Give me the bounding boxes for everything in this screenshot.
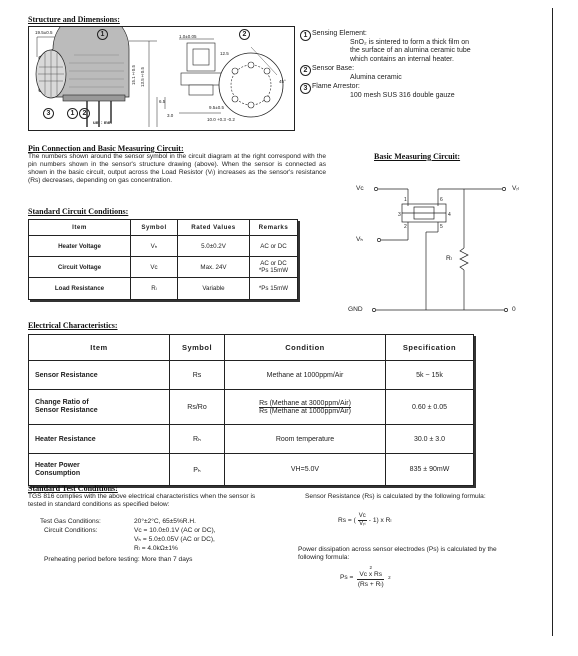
table-cell: Methane at 1000ppm/Air <box>225 361 386 390</box>
dim-label: 45° <box>279 79 286 84</box>
legend-item <box>300 30 540 64</box>
test-preheat: Preheating period before testing: More than 7 days <box>44 556 193 563</box>
table-cell: Pₕ <box>170 454 225 486</box>
ps-formula-intro: Power dissipation across sensor electrodes (Ps) is calculated by the following formula: <box>298 546 497 561</box>
table-cell: Heater Power Consumption <box>29 454 170 486</box>
structure-heading: Structure and Dimensions: <box>28 15 120 24</box>
ps-den: (Rs + Rₗ) <box>357 581 384 588</box>
callout-3: 3 <box>43 108 54 119</box>
table-cell: AC or DC *Ps 15mW <box>250 257 298 278</box>
legend-num: 3 <box>300 83 311 94</box>
rs-formula-intro: Sensor Resistance (Rs) is calculated by the following formula: <box>305 493 486 500</box>
pin-heading: Pin Connection and Basic Measuring Circuit: <box>28 144 184 153</box>
callout-2: 2 <box>239 29 250 40</box>
table-cell: Rs/Ro <box>170 390 225 425</box>
electrical-table <box>28 334 474 486</box>
test-intro: TGS 816 complies with the above electrical characteristics when the sensor is tested in standard conditions as specified below: <box>28 493 256 508</box>
column-header: Symbol <box>131 220 178 236</box>
pin-num: 5 <box>440 224 443 230</box>
ps-lhs: Ps = <box>340 573 354 581</box>
legend-num: 2 <box>300 65 311 76</box>
table-cell: 0.60 ± 0.05 <box>386 390 474 425</box>
column-header: Symbol <box>170 335 225 361</box>
standard-circuit-heading: Standard Circuit Conditions: <box>28 207 129 216</box>
table-cell: VH=5.0V <box>225 454 386 486</box>
pin-num: 6 <box>440 197 443 203</box>
dim-label: 13.5±0.5 <box>140 67 145 88</box>
dim-label: 10.0 +0.3 -0.2 <box>207 117 235 122</box>
test-circuit-value: Vc = 10.0±0.1V (AC or DC), <box>134 527 216 534</box>
legend-item <box>300 83 540 100</box>
legend-line: SnO₂ is sintered to form a thick film on <box>350 38 470 46</box>
table-row <box>29 236 298 257</box>
table-cell: 30.0 ± 3.0 <box>386 425 474 454</box>
legend-line: which contains an internal heater. <box>350 55 454 63</box>
table-row <box>29 278 298 300</box>
structure-diagram <box>28 26 295 131</box>
column-header: Rated Values <box>178 220 250 236</box>
test-gas-label: Test Gas Conditions: <box>40 518 101 525</box>
table-row <box>29 425 474 454</box>
test-circuit-value: Vₕ = 5.0±0.05V (AC or DC), <box>134 536 215 543</box>
vrl-label: Vᵣₗ <box>512 185 520 192</box>
column-header: Remarks <box>250 220 298 236</box>
legend-line: the surface of an alumina ceramic tube <box>350 47 471 54</box>
table-cell: *Ps 15mW <box>250 278 298 300</box>
standard-circuit-table <box>28 219 298 300</box>
callout-2b: 2 <box>79 108 90 119</box>
ps-sup: 2 <box>369 565 372 570</box>
legend-item <box>300 65 540 82</box>
ps-den-sup: 2 <box>388 575 391 580</box>
ps-fraction <box>357 566 384 589</box>
dim-label: 12.5 <box>220 51 229 56</box>
legend-line: Alumina ceramic <box>350 73 402 81</box>
column-header: Specification <box>386 335 474 361</box>
column-header: Item <box>29 220 131 236</box>
pin-num: 2 <box>404 224 407 230</box>
dim-label: 6.5 <box>159 99 166 104</box>
structure-legend <box>300 30 540 100</box>
column-header: Condition <box>225 335 386 361</box>
pin-paragraph: The numbers shown around the sensor symbol in the circuit diagram at the right correspond with the pin numbers shown in the sensor's structure drawing (above). When the sensor is connected as shown in the basic circuit, output across the Load Resistor (Vₗ) increases as the sensor's resistance (Rs) decreases, depending on gas concentration. <box>28 153 326 184</box>
legend-line: 100 mesh SUS 316 double gauze <box>350 91 455 99</box>
table-cell: 835 ± 90mW <box>386 454 474 486</box>
table-header-row <box>29 220 298 236</box>
dim-label: 3.0 <box>167 113 174 118</box>
table-cell: Rs <box>170 361 225 390</box>
table-cell: Rₕ <box>170 425 225 454</box>
table-cell: Variable <box>178 278 250 300</box>
rs-num: Vc <box>358 513 366 519</box>
pin-num: 1 <box>404 197 407 203</box>
legend-num: 1 <box>300 30 311 41</box>
table-cell: 5.0±0.2V <box>178 236 250 257</box>
rs-formula <box>338 513 392 528</box>
vh-label: Vₕ <box>356 236 364 243</box>
table-cell: Sensor Resistance <box>29 361 170 390</box>
table-header-row <box>29 335 474 361</box>
table-cell: Circuit Voltage <box>29 257 131 278</box>
table-row <box>29 390 474 425</box>
standard-test-heading: Standard Test Conditions: <box>28 484 118 493</box>
rl-label: Rₗ <box>446 255 452 262</box>
table-cell: Vc <box>131 257 178 278</box>
table-cell: AC or DC <box>250 236 298 257</box>
table-cell: Load Resistance <box>29 278 131 300</box>
electrical-heading: Electrical Characteristics: <box>28 321 118 330</box>
basic-circuit-heading: Basic Measuring Circuit: <box>374 152 461 161</box>
basic-circuit-diagram <box>346 168 544 318</box>
table-row <box>29 257 298 278</box>
test-circuit-value: Rₗ = 4.0kΩ±1% <box>134 545 178 552</box>
ps-num: Vc x Rs <box>359 571 383 578</box>
table-cell: Max. 24V <box>178 257 250 278</box>
right-margin-rule <box>552 8 553 636</box>
legend-title: Sensing Element: <box>312 30 367 37</box>
table-cell: Heater Resistance <box>29 425 170 454</box>
rs-den: Vᵣₗ <box>359 521 366 527</box>
zero-label: 0 <box>512 306 516 313</box>
pin-num: 4 <box>448 212 451 218</box>
dim-label: 15.1±0.5 <box>131 65 136 86</box>
rs-fraction <box>358 513 367 528</box>
rs-lhs: Rs = ( <box>338 516 356 524</box>
condition-denominator: Rs (Methane at 1000ppm/Air) <box>259 407 351 415</box>
table-cell: Rₗ <box>131 278 178 300</box>
unit-label: um : mm <box>93 120 112 125</box>
table-cell: 5k ~ 15k <box>386 361 474 390</box>
callout-1: 1 <box>97 29 108 40</box>
table-cell: Vₕ <box>131 236 178 257</box>
legend-title: Flame Arrestor: <box>312 83 360 90</box>
gnd-label: GND <box>348 306 363 313</box>
test-circuit-label: Circuit Conditions: <box>44 527 98 534</box>
legend-title: Sensor Base: <box>312 65 355 72</box>
table-row <box>29 454 474 486</box>
condition-numerator: Rs (Methane at 3000ppm/Air) <box>259 399 351 407</box>
table-cell: Change Ratio of Sensor Resistance <box>29 390 170 425</box>
pin-num: 3 <box>398 212 401 218</box>
test-gas-value: 20°±2°C, 65±5%R.H. <box>134 518 196 525</box>
callout-1b: 1 <box>67 108 78 119</box>
rs-rhs: - 1) x Rₗ <box>368 516 392 524</box>
table-row <box>29 361 474 390</box>
dim-label: 19.5±0.5 <box>35 30 53 35</box>
column-header: Item <box>29 335 170 361</box>
table-cell: Room temperature <box>225 425 386 454</box>
dim-label: 9.5±0.5 <box>209 105 224 110</box>
table-cell: Heater Voltage <box>29 236 131 257</box>
vc-label: Vc <box>356 185 364 192</box>
table-cell-fraction <box>225 390 386 425</box>
ps-formula <box>340 566 391 589</box>
dim-label: 1.0±0.05 <box>179 34 197 39</box>
